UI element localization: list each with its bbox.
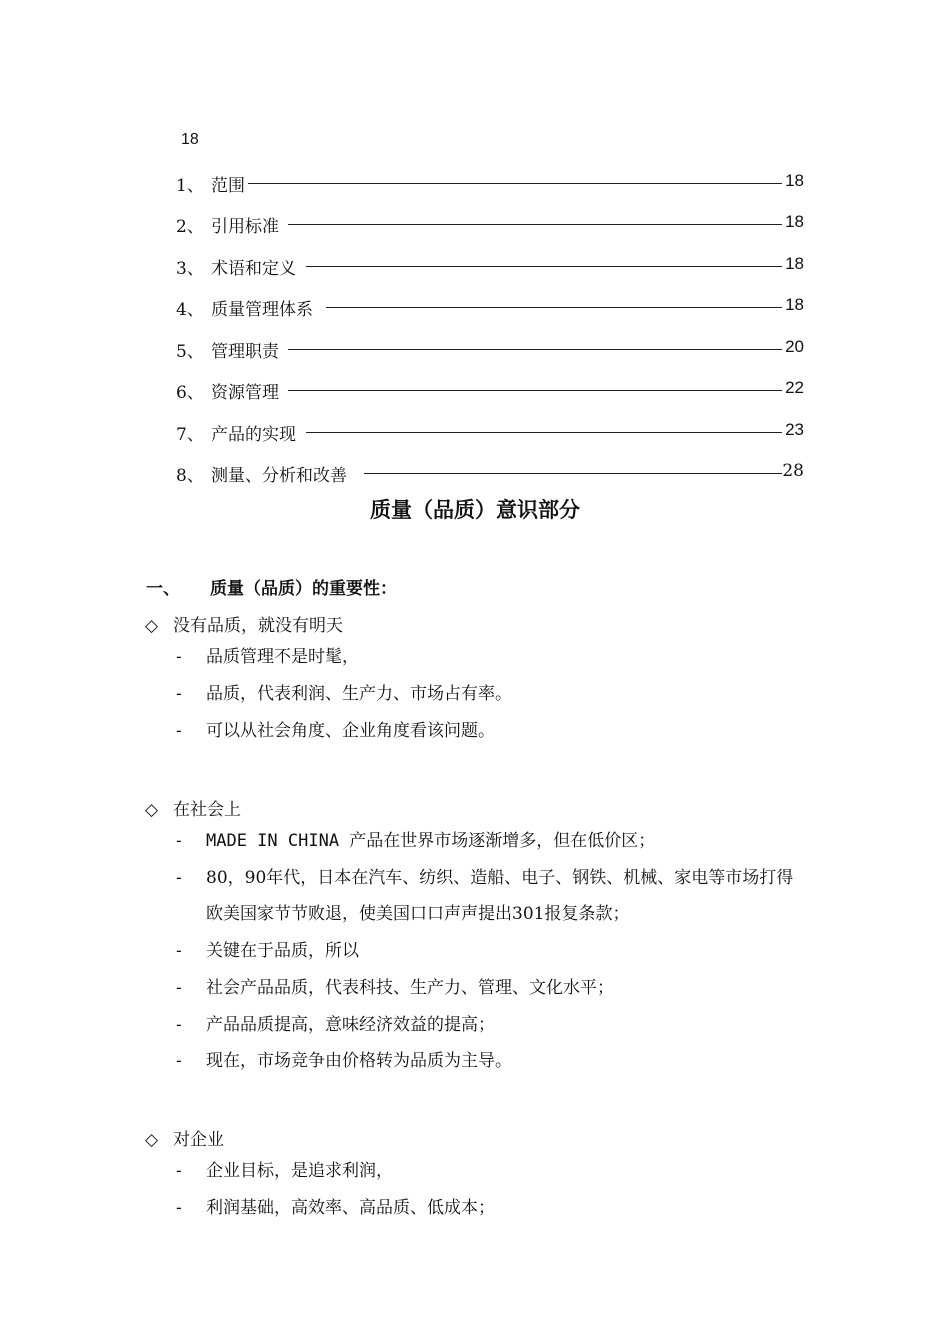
list-item-text: 现在，市场竞争由价格转为品质为主导。	[206, 1051, 512, 1071]
toc-top-page-number: 18	[181, 131, 199, 148]
toc-entry-title: 引用标准	[211, 217, 279, 237]
list-item-text: 80，90年代，日本在汽车、纺织、造船、电子、钢铁、机械、家电等市场打得欧美国家节节败退，使美国口口声声提出301报复条款；	[206, 868, 794, 924]
group-heading-text: 没有品质，就没有明天	[173, 616, 343, 636]
toc-leader-line	[326, 307, 782, 308]
list-item-text: 品质管理不是时髦，	[206, 647, 359, 667]
dash-bullet: -	[176, 1051, 182, 1071]
toc-leader-line	[288, 349, 782, 350]
toc-entry-title: 范围	[211, 176, 245, 196]
dash-bullet: -	[176, 978, 182, 998]
toc-entry-title: 术语和定义	[211, 259, 296, 279]
list-item-text: 关键在于品质，所以	[206, 941, 359, 961]
toc-leader-line	[306, 266, 782, 267]
document-title: 质量（品质）意识部分	[370, 498, 580, 522]
toc-entry-page: 18	[785, 295, 804, 314]
toc-entry[interactable]	[176, 461, 804, 485]
toc-entry-number: 1、	[176, 176, 204, 196]
dash-bullet: -	[176, 684, 182, 704]
toc-entry[interactable]	[176, 254, 804, 278]
section-title: 质量（品质）的重要性：	[210, 579, 397, 599]
toc-leader-line	[288, 390, 782, 391]
toc-entry-number: 2、	[176, 217, 204, 237]
dash-bullet: -	[176, 1161, 182, 1181]
section-number: 一、	[146, 579, 180, 599]
toc-entry-page: 18	[785, 212, 804, 231]
dash-bullet: -	[176, 868, 182, 888]
dash-bullet: -	[176, 647, 182, 667]
toc-leader-line	[248, 183, 782, 184]
toc-entry-page: 28	[782, 461, 804, 481]
dash-bullet: -	[176, 831, 182, 851]
toc-entry[interactable]	[176, 337, 804, 361]
toc-entry[interactable]	[176, 378, 804, 402]
list-item-text: 品质，代表利润、生产力、市场占有率。	[206, 684, 512, 704]
toc-entry-title: 资源管理	[211, 383, 279, 403]
toc-entry-number: 5、	[176, 342, 204, 362]
toc-entry-page: 20	[785, 337, 804, 356]
dash-bullet: -	[176, 941, 182, 961]
toc-entry-page: 23	[785, 420, 804, 439]
toc-entry[interactable]	[176, 420, 804, 444]
toc-entry-number: 4、	[176, 300, 204, 320]
diamond-bullet-icon: ◇	[145, 1130, 159, 1150]
group-heading	[145, 611, 343, 636]
toc-entry-title: 管理职责	[211, 342, 279, 362]
toc-entry-title: 产品的实现	[211, 425, 296, 445]
toc-entry-number: 3、	[176, 259, 204, 279]
toc-leader-line	[288, 224, 782, 225]
toc-entry[interactable]	[176, 295, 804, 319]
diamond-bullet-icon: ◇	[145, 616, 159, 636]
group-heading-text: 对企业	[173, 1130, 224, 1150]
toc-leader-line	[306, 432, 782, 433]
list-item-text: 产品品质提高，意味经济效益的提高；	[206, 1015, 495, 1035]
toc-leader-line	[364, 473, 782, 474]
group-heading-text: 在社会上	[173, 800, 241, 820]
toc-entry-page: 22	[785, 378, 804, 397]
toc-entry-page: 18	[785, 254, 804, 273]
list-item-text: 社会产品品质，代表科技、生产力、管理、文化水平；	[206, 978, 614, 998]
toc-entry-number: 6、	[176, 383, 204, 403]
toc-entry-number: 7、	[176, 425, 204, 445]
dash-bullet: -	[176, 721, 182, 741]
toc-entry-page: 18	[785, 171, 804, 190]
list-item-text: 利润基础，高效率、高品质、低成本；	[206, 1198, 495, 1218]
list-item-text: 可以从社会角度、企业角度看该问题。	[206, 721, 495, 741]
toc-entry-title: 测量、分析和改善	[211, 466, 347, 486]
list-item-text: 企业目标，是追求利润，	[206, 1161, 393, 1181]
toc-entry[interactable]	[176, 212, 804, 236]
dash-bullet: -	[176, 1198, 182, 1218]
diamond-bullet-icon: ◇	[145, 800, 159, 820]
list-item-text: MADE IN CHINA 产品在世界市场逐渐增多，但在低价区；	[206, 831, 656, 851]
group-heading	[145, 795, 241, 820]
toc-entry-number: 8、	[176, 466, 204, 486]
group-heading	[145, 1125, 224, 1150]
toc-entry-title: 质量管理体系	[211, 300, 313, 320]
toc-entry[interactable]	[176, 171, 804, 195]
dash-bullet: -	[176, 1015, 182, 1035]
